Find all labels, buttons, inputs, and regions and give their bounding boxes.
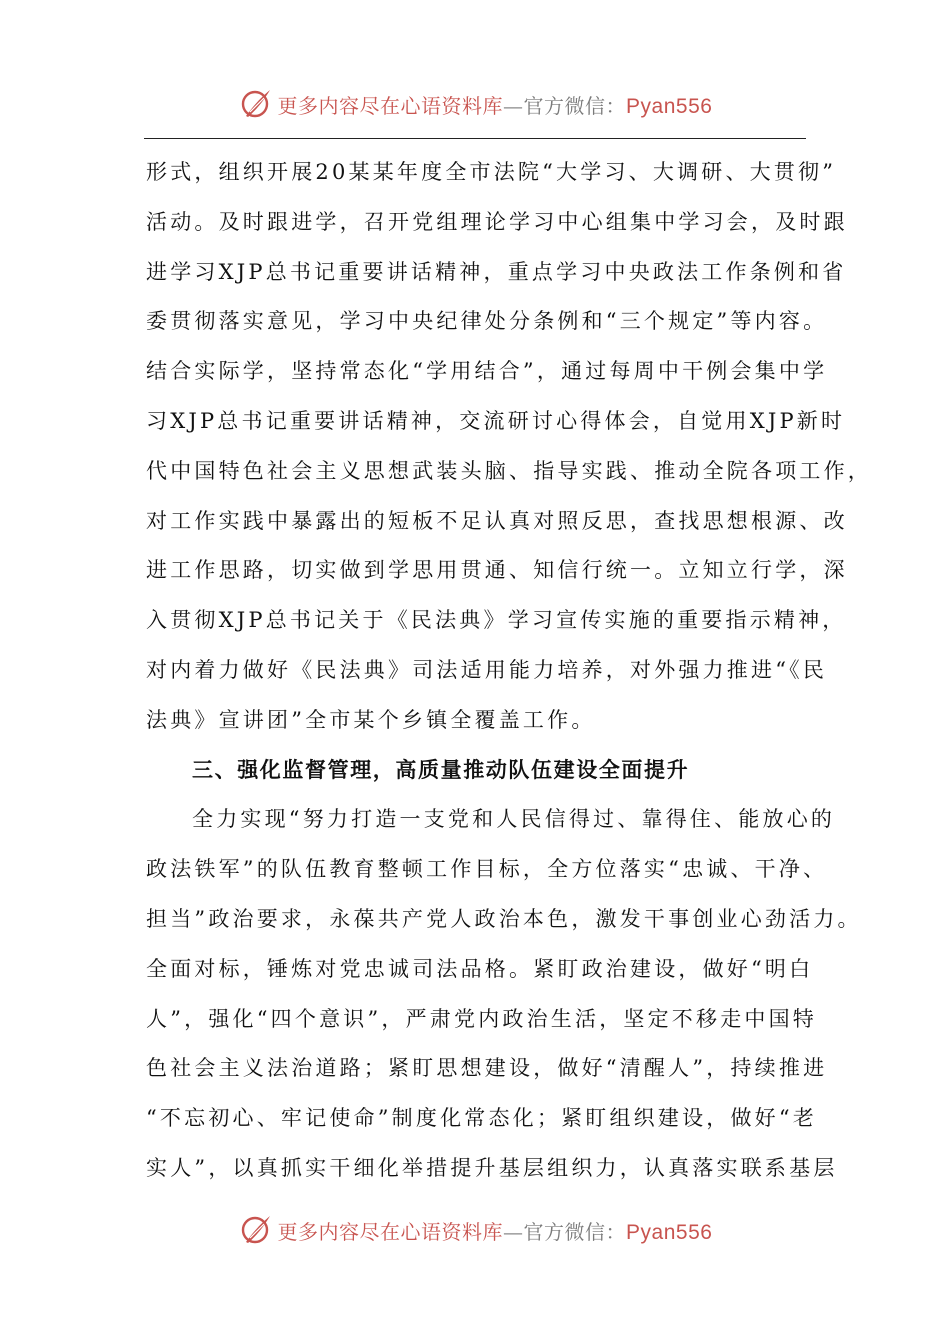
watermark-separator: — xyxy=(503,1219,524,1244)
section-line: 色社会主义法治道路；紧盯思想建设，做好“清醒人”，持续推进 xyxy=(146,1056,828,1081)
body-line: 习XJP总书记重要讲话精神，交流研讨心得体会，自觉用XJP新时 xyxy=(146,408,846,433)
watermark-text xyxy=(278,90,713,119)
body-line: 进工作思路，切实做到学思用贯通、知信行统一。立知立行学，深 xyxy=(146,558,848,583)
body-line: 对内着力做好《民法典》司法适用能力培养，对外强力推进“《民 xyxy=(146,657,828,682)
header-watermark xyxy=(0,84,950,124)
body-line: 结合实际学，坚持常态化“学用结合”，通过每周中干例会集中学 xyxy=(146,359,828,384)
quill-logo-icon xyxy=(238,86,274,122)
header-divider xyxy=(144,138,806,139)
body-line: 活动。及时跟进学，召开党组理论学习中心组集中学习会，及时跟 xyxy=(146,209,848,234)
body-line: 代中国特色社会主义思想武装头脑、指导实践、推动全院各项工作， xyxy=(146,458,872,483)
body-line: 形式，组织开展20某某年度全市法院“大学习、大调研、大贯彻” xyxy=(146,160,837,184)
body-line: 进学习XJP总书记重要讲话精神，重点学习中央政法工作条例和省 xyxy=(146,259,847,284)
watermark-text xyxy=(278,1216,713,1245)
watermark-title: 更多内容尽在心语资料库 xyxy=(277,93,504,118)
section-heading: 三、强化监督管理，高质量推动队伍建设全面提升 xyxy=(192,757,690,782)
section-line: 全力实现“努力打造一支党和人民信得过、靠得住、能放心的 xyxy=(192,807,836,832)
section-line: 担当”政治要求，永葆共产党人政治本色，激发干事创业心劲活力。 xyxy=(146,906,862,931)
body-line: 入贯彻XJP总书记关于《民法典》学习宣传实施的重要指示精神， xyxy=(146,608,847,633)
section-line: 全面对标，锤炼对党忠诚司法品格。紧盯政治建设，做好“明白 xyxy=(146,956,814,981)
watermark-wechat-id: Pyan556 xyxy=(626,94,713,118)
section-line: 政法铁军”的队伍教育整顿工作目标，全方位落实“忠诚、干净、 xyxy=(146,857,828,882)
section-line: 实人”，以真抓实干细化举措提升基层组织力，认真落实联系基层 xyxy=(146,1155,838,1180)
watermark-wechat-label: 官方微信： xyxy=(523,1219,627,1244)
section-line: 人”，强化“四个意识”，严肃党内政治生活，坚定不移走中国特 xyxy=(146,1006,818,1031)
section-line: “不忘初心、牢记使命”制度化常态化；紧盯组织建设，做好“老 xyxy=(146,1106,818,1131)
quill-logo-icon xyxy=(238,1212,274,1248)
footer-watermark xyxy=(0,1210,950,1250)
watermark-wechat-id: Pyan556 xyxy=(626,1220,713,1244)
watermark-wechat-label: 官方微信： xyxy=(523,93,627,118)
body-line: 对工作实践中暴露出的短板不足认真对照反思，查找思想根源、改 xyxy=(146,508,848,533)
watermark-separator: — xyxy=(503,93,524,118)
body-line: 法典》宣讲团”全市某个乡镇全覆盖工作。 xyxy=(146,707,596,732)
document-body xyxy=(146,148,872,1194)
body-line: 委贯彻落实意见，学习中央纪律处分条例和“三个规定”等内容。 xyxy=(146,309,828,334)
watermark-title: 更多内容尽在心语资料库 xyxy=(277,1219,504,1244)
